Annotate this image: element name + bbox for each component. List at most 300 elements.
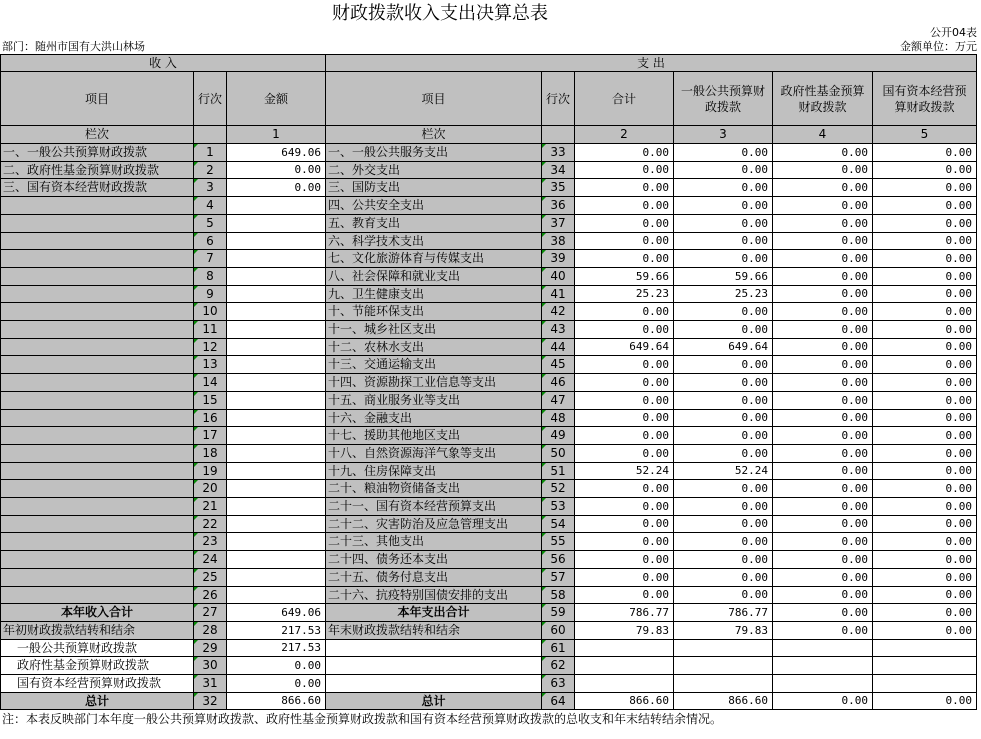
income-amount-cell[interactable]: [227, 427, 326, 445]
income-amount-cell[interactable]: [227, 516, 326, 533]
general-budget-cell[interactable]: 0.00: [674, 250, 773, 268]
expense-column-label[interactable]: 栏次: [326, 126, 542, 144]
expense-item-cell[interactable]: 五、教育支出: [326, 215, 542, 233]
fund-budget-cell[interactable]: 0.00: [773, 604, 873, 622]
general-budget-cell[interactable]: 0.00: [674, 445, 773, 463]
income-amount-cell[interactable]: [227, 286, 326, 303]
expense-row-no-cell[interactable]: [542, 179, 575, 197]
income-item-cell[interactable]: [0, 569, 194, 587]
income-amount-cell[interactable]: 0.00: [227, 657, 326, 675]
total-cell[interactable]: 0.00: [575, 179, 674, 197]
expense-item-cell[interactable]: 四、公共安全支出: [326, 197, 542, 215]
income-item-cell[interactable]: 三、国有资本经营财政拨款: [0, 179, 194, 197]
income-item-cell[interactable]: [0, 551, 194, 569]
expense-item-cell[interactable]: 一、一般公共服务支出: [326, 144, 542, 162]
income-item-cell[interactable]: 一般公共预算财政拨款: [0, 640, 194, 657]
total-cell[interactable]: 0.00: [575, 321, 674, 339]
expense-row-no-cell[interactable]: [542, 498, 575, 516]
total-cell[interactable]: 0.00: [575, 162, 674, 179]
income-item-cell[interactable]: [0, 356, 194, 374]
state-capital-cell[interactable]: 0.00: [873, 144, 977, 162]
fund-budget-cell[interactable]: 0.00: [773, 303, 873, 321]
fund-budget-cell[interactable]: 0.00: [773, 162, 873, 179]
general-budget-cell[interactable]: 0.00: [674, 197, 773, 215]
income-row-no-cell[interactable]: [194, 339, 227, 356]
general-budget-cell[interactable]: 0.00: [674, 516, 773, 533]
state-capital-cell[interactable]: 0.00: [873, 604, 977, 622]
income-item-cell[interactable]: [0, 321, 194, 339]
expense-row-no-cell[interactable]: [542, 516, 575, 533]
total-cell[interactable]: 0.00: [575, 197, 674, 215]
expense-row-no-cell[interactable]: [542, 162, 575, 179]
income-row-no-cell[interactable]: [194, 356, 227, 374]
general-budget-cell[interactable]: 866.60: [674, 693, 773, 710]
fund-budget-cell[interactable]: 0.00: [773, 339, 873, 356]
expense-row-no-cell[interactable]: [542, 587, 575, 604]
income-amount-cell[interactable]: 0.00: [227, 162, 326, 179]
income-amount-cell[interactable]: [227, 463, 326, 480]
column-number-2[interactable]: 2: [575, 126, 674, 144]
income-amount-cell[interactable]: [227, 303, 326, 321]
income-item-cell[interactable]: [0, 197, 194, 215]
total-cell[interactable]: 0.00: [575, 516, 674, 533]
total-cell[interactable]: 25.23: [575, 286, 674, 303]
fund-budget-cell[interactable]: 0.00: [773, 427, 873, 445]
total-cell[interactable]: 0.00: [575, 374, 674, 392]
income-amount-cell[interactable]: 649.06: [227, 144, 326, 162]
expense-row-no-cell[interactable]: [542, 427, 575, 445]
expense-item-cell[interactable]: [326, 640, 542, 657]
income-header[interactable]: 收 入: [0, 54, 326, 72]
total-cell[interactable]: 0.00: [575, 303, 674, 321]
income-item-cell[interactable]: [0, 410, 194, 427]
fund-budget-cell[interactable]: 0.00: [773, 286, 873, 303]
income-row-no-cell[interactable]: [194, 445, 227, 463]
state-capital-header[interactable]: 国有资本经营预算财政拨款: [873, 72, 977, 126]
income-row-no-cell[interactable]: [194, 622, 227, 640]
fund-budget-cell[interactable]: 0.00: [773, 551, 873, 569]
expense-row-no-cell[interactable]: [542, 339, 575, 356]
expense-item-cell[interactable]: 三、国防支出: [326, 179, 542, 197]
state-capital-cell[interactable]: [873, 640, 977, 657]
state-capital-cell[interactable]: 0.00: [873, 303, 977, 321]
fund-budget-cell[interactable]: [773, 675, 873, 693]
fund-budget-cell[interactable]: 0.00: [773, 215, 873, 233]
expense-row-no-cell[interactable]: [542, 480, 575, 498]
income-item-cell[interactable]: [0, 250, 194, 268]
state-capital-cell[interactable]: [873, 657, 977, 675]
expense-row-no-cell[interactable]: [542, 374, 575, 392]
total-cell[interactable]: 0.00: [575, 144, 674, 162]
income-item-cell[interactable]: 本年收入合计: [0, 604, 194, 622]
general-budget-cell[interactable]: 52.24: [674, 463, 773, 480]
fund-budget-cell[interactable]: 0.00: [773, 392, 873, 410]
total-cell[interactable]: 0.00: [575, 250, 674, 268]
expense-item-cell[interactable]: 十七、援助其他地区支出: [326, 427, 542, 445]
total-cell[interactable]: [575, 640, 674, 657]
expense-item-cell[interactable]: 八、社会保障和就业支出: [326, 268, 542, 286]
expense-row-no-cell[interactable]: [542, 569, 575, 587]
general-budget-cell[interactable]: 649.64: [674, 339, 773, 356]
column-label-row-no[interactable]: [194, 126, 227, 144]
income-row-no-cell[interactable]: [194, 657, 227, 675]
expense-row-no-cell[interactable]: [542, 392, 575, 410]
general-budget-cell[interactable]: 0.00: [674, 215, 773, 233]
fund-budget-header[interactable]: 政府性基金预算财政拨款: [773, 72, 873, 126]
fund-budget-cell[interactable]: 0.00: [773, 144, 873, 162]
state-capital-cell[interactable]: 0.00: [873, 286, 977, 303]
fund-budget-cell[interactable]: 0.00: [773, 480, 873, 498]
income-item-cell[interactable]: 国有资本经营预算财政拨款: [0, 675, 194, 693]
total-cell[interactable]: 0.00: [575, 587, 674, 604]
expense-item-cell[interactable]: 本年支出合计: [326, 604, 542, 622]
income-amount-cell[interactable]: [227, 250, 326, 268]
income-amount-header[interactable]: 金额: [227, 72, 326, 126]
expense-header[interactable]: 支 出: [326, 54, 977, 72]
expense-item-cell[interactable]: 六、科学技术支出: [326, 233, 542, 250]
general-budget-cell[interactable]: 0.00: [674, 321, 773, 339]
income-item-cell[interactable]: 政府性基金预算财政拨款: [0, 657, 194, 675]
column-number-3[interactable]: 3: [674, 126, 773, 144]
state-capital-cell[interactable]: 0.00: [873, 215, 977, 233]
state-capital-cell[interactable]: 0.00: [873, 498, 977, 516]
total-cell[interactable]: 0.00: [575, 533, 674, 551]
general-budget-cell[interactable]: [674, 675, 773, 693]
income-row-no-cell[interactable]: [194, 286, 227, 303]
expense-row-no-cell[interactable]: [542, 551, 575, 569]
state-capital-cell[interactable]: 0.00: [873, 533, 977, 551]
income-item-cell[interactable]: [0, 587, 194, 604]
income-item-cell[interactable]: [0, 445, 194, 463]
income-row-no-cell[interactable]: [194, 250, 227, 268]
general-budget-cell[interactable]: 0.00: [674, 533, 773, 551]
income-row-no-cell[interactable]: [194, 392, 227, 410]
expense-row-no-cell[interactable]: [542, 622, 575, 640]
expense-row-no-cell[interactable]: [542, 640, 575, 657]
total-cell[interactable]: 0.00: [575, 445, 674, 463]
total-cell[interactable]: 0.00: [575, 356, 674, 374]
fund-budget-cell[interactable]: 0.00: [773, 250, 873, 268]
expense-column-label-row-no[interactable]: [542, 126, 575, 144]
total-cell[interactable]: 52.24: [575, 463, 674, 480]
income-item-cell[interactable]: [0, 268, 194, 286]
income-row-no-cell[interactable]: [194, 179, 227, 197]
state-capital-cell[interactable]: 0.00: [873, 569, 977, 587]
income-row-no-cell[interactable]: [194, 303, 227, 321]
income-row-no-cell[interactable]: [194, 480, 227, 498]
state-capital-cell[interactable]: 0.00: [873, 374, 977, 392]
total-cell[interactable]: 866.60: [575, 693, 674, 710]
income-amount-cell[interactable]: 0.00: [227, 675, 326, 693]
expense-item-cell[interactable]: 二十六、抗疫特别国债安排的支出: [326, 587, 542, 604]
income-row-no-cell[interactable]: [194, 551, 227, 569]
expense-item-cell[interactable]: 十四、资源勘探工业信息等支出: [326, 374, 542, 392]
income-amount-cell[interactable]: [227, 551, 326, 569]
general-budget-cell[interactable]: 0.00: [674, 392, 773, 410]
expense-item-cell[interactable]: 二十三、其他支出: [326, 533, 542, 551]
income-row-no-cell[interactable]: [194, 215, 227, 233]
expense-row-no-cell[interactable]: [542, 321, 575, 339]
fund-budget-cell[interactable]: 0.00: [773, 622, 873, 640]
fund-budget-cell[interactable]: [773, 657, 873, 675]
total-cell[interactable]: 0.00: [575, 551, 674, 569]
total-cell[interactable]: 0.00: [575, 392, 674, 410]
expense-row-no-cell[interactable]: [542, 233, 575, 250]
income-amount-cell[interactable]: [227, 445, 326, 463]
total-cell[interactable]: 0.00: [575, 215, 674, 233]
state-capital-cell[interactable]: 0.00: [873, 197, 977, 215]
fund-budget-cell[interactable]: 0.00: [773, 233, 873, 250]
expense-item-cell[interactable]: 九、卫生健康支出: [326, 286, 542, 303]
expense-item-cell[interactable]: 十五、商业服务业等支出: [326, 392, 542, 410]
state-capital-cell[interactable]: 0.00: [873, 551, 977, 569]
expense-item-cell[interactable]: 总计: [326, 693, 542, 710]
state-capital-cell[interactable]: 0.00: [873, 321, 977, 339]
expense-item-cell[interactable]: 二、外交支出: [326, 162, 542, 179]
column-number-4[interactable]: 4: [773, 126, 873, 144]
total-cell[interactable]: 0.00: [575, 498, 674, 516]
income-item-cell[interactable]: [0, 286, 194, 303]
expense-item-cell[interactable]: 十九、住房保障支出: [326, 463, 542, 480]
income-item-cell[interactable]: [0, 427, 194, 445]
expense-row-no-cell[interactable]: [542, 144, 575, 162]
general-budget-cell[interactable]: 0.00: [674, 303, 773, 321]
fund-budget-cell[interactable]: 0.00: [773, 268, 873, 286]
total-cell[interactable]: 0.00: [575, 410, 674, 427]
income-row-no-cell[interactable]: [194, 427, 227, 445]
state-capital-cell[interactable]: 0.00: [873, 268, 977, 286]
state-capital-cell[interactable]: 0.00: [873, 622, 977, 640]
expense-row-no-cell[interactable]: [542, 463, 575, 480]
general-budget-cell[interactable]: 0.00: [674, 356, 773, 374]
total-cell[interactable]: 0.00: [575, 569, 674, 587]
income-item-cell[interactable]: [0, 233, 194, 250]
fund-budget-cell[interactable]: 0.00: [773, 179, 873, 197]
total-cell[interactable]: 0.00: [575, 480, 674, 498]
expense-row-no-cell[interactable]: [542, 356, 575, 374]
expense-item-cell[interactable]: 十三、交通运输支出: [326, 356, 542, 374]
column-label[interactable]: 栏次: [0, 126, 194, 144]
income-item-cell[interactable]: 二、政府性基金预算财政拨款: [0, 162, 194, 179]
income-row-no-cell[interactable]: [194, 533, 227, 551]
income-row-no-cell[interactable]: [194, 463, 227, 480]
column-number-5[interactable]: 5: [873, 126, 977, 144]
income-item-cell[interactable]: [0, 303, 194, 321]
state-capital-cell[interactable]: 0.00: [873, 463, 977, 480]
state-capital-cell[interactable]: 0.00: [873, 179, 977, 197]
state-capital-cell[interactable]: 0.00: [873, 356, 977, 374]
expense-item-cell[interactable]: 二十四、债务还本支出: [326, 551, 542, 569]
general-budget-cell[interactable]: 0.00: [674, 427, 773, 445]
income-amount-cell[interactable]: [227, 356, 326, 374]
general-budget-cell[interactable]: 0.00: [674, 498, 773, 516]
income-row-no-cell[interactable]: [194, 498, 227, 516]
income-amount-cell[interactable]: [227, 268, 326, 286]
income-amount-cell[interactable]: [227, 410, 326, 427]
income-row-no-cell[interactable]: [194, 321, 227, 339]
expense-item-cell[interactable]: 二十一、国有资本经营预算支出: [326, 498, 542, 516]
income-amount-cell[interactable]: 649.06: [227, 604, 326, 622]
fund-budget-cell[interactable]: 0.00: [773, 693, 873, 710]
income-row-no-cell[interactable]: [194, 640, 227, 657]
general-budget-cell[interactable]: 25.23: [674, 286, 773, 303]
state-capital-cell[interactable]: 0.00: [873, 427, 977, 445]
state-capital-cell[interactable]: 0.00: [873, 233, 977, 250]
income-item-cell[interactable]: 总计: [0, 693, 194, 710]
income-amount-cell[interactable]: [227, 533, 326, 551]
income-amount-cell[interactable]: [227, 374, 326, 392]
income-amount-cell[interactable]: [227, 321, 326, 339]
income-item-cell[interactable]: [0, 533, 194, 551]
expense-row-no-cell[interactable]: [542, 657, 575, 675]
fund-budget-cell[interactable]: 0.00: [773, 197, 873, 215]
income-amount-cell[interactable]: [227, 339, 326, 356]
fund-budget-cell[interactable]: 0.00: [773, 410, 873, 427]
expense-row-no-cell[interactable]: [542, 215, 575, 233]
income-amount-cell[interactable]: 866.60: [227, 693, 326, 710]
expense-item-cell[interactable]: 年末财政拨款结转和结余: [326, 622, 542, 640]
income-item-cell[interactable]: [0, 516, 194, 533]
income-amount-cell[interactable]: 0.00: [227, 179, 326, 197]
income-amount-cell[interactable]: 217.53: [227, 640, 326, 657]
general-budget-cell[interactable]: 0.00: [674, 480, 773, 498]
expense-item-cell[interactable]: 十、节能环保支出: [326, 303, 542, 321]
expense-item-cell[interactable]: 十八、自然资源海洋气象等支出: [326, 445, 542, 463]
total-cell[interactable]: 0.00: [575, 233, 674, 250]
fund-budget-cell[interactable]: 0.00: [773, 463, 873, 480]
income-row-no-cell[interactable]: [194, 374, 227, 392]
expense-item-cell[interactable]: 十六、金融支出: [326, 410, 542, 427]
state-capital-cell[interactable]: 0.00: [873, 516, 977, 533]
income-row-no-cell[interactable]: [194, 516, 227, 533]
income-row-no-cell[interactable]: [194, 693, 227, 710]
expense-item-cell[interactable]: 二十二、灾害防治及应急管理支出: [326, 516, 542, 533]
income-item-header[interactable]: 项目: [0, 72, 194, 126]
fund-budget-cell[interactable]: [773, 640, 873, 657]
expense-row-no-cell[interactable]: [542, 533, 575, 551]
general-budget-cell[interactable]: 79.83: [674, 622, 773, 640]
income-amount-cell[interactable]: [227, 498, 326, 516]
general-budget-cell[interactable]: 0.00: [674, 162, 773, 179]
expense-row-no-cell[interactable]: [542, 268, 575, 286]
income-row-no-cell[interactable]: [194, 587, 227, 604]
expense-row-no-cell[interactable]: [542, 410, 575, 427]
general-budget-cell[interactable]: 59.66: [674, 268, 773, 286]
income-amount-cell[interactable]: 217.53: [227, 622, 326, 640]
total-cell[interactable]: 59.66: [575, 268, 674, 286]
fund-budget-cell[interactable]: 0.00: [773, 569, 873, 587]
state-capital-cell[interactable]: 0.00: [873, 445, 977, 463]
state-capital-cell[interactable]: 0.00: [873, 162, 977, 179]
general-budget-cell[interactable]: 786.77: [674, 604, 773, 622]
total-cell[interactable]: 0.00: [575, 427, 674, 445]
fund-budget-cell[interactable]: 0.00: [773, 587, 873, 604]
total-cell[interactable]: [575, 657, 674, 675]
total-cell[interactable]: 786.77: [575, 604, 674, 622]
state-capital-cell[interactable]: 0.00: [873, 410, 977, 427]
expense-row-no-header[interactable]: 行次: [542, 72, 575, 126]
general-budget-cell[interactable]: [674, 657, 773, 675]
total-cell[interactable]: 649.64: [575, 339, 674, 356]
income-amount-cell[interactable]: [227, 233, 326, 250]
general-budget-cell[interactable]: 0.00: [674, 233, 773, 250]
income-item-cell[interactable]: [0, 463, 194, 480]
general-budget-cell[interactable]: 0.00: [674, 587, 773, 604]
income-item-cell[interactable]: [0, 392, 194, 410]
state-capital-cell[interactable]: 0.00: [873, 693, 977, 710]
income-row-no-cell[interactable]: [194, 144, 227, 162]
income-item-cell[interactable]: [0, 339, 194, 356]
expense-row-no-cell[interactable]: [542, 197, 575, 215]
income-item-cell[interactable]: 年初财政拨款结转和结余: [0, 622, 194, 640]
expense-row-no-cell[interactable]: [542, 250, 575, 268]
state-capital-cell[interactable]: 0.00: [873, 392, 977, 410]
income-amount-cell[interactable]: [227, 197, 326, 215]
fund-budget-cell[interactable]: 0.00: [773, 498, 873, 516]
expense-item-cell[interactable]: 十一、城乡社区支出: [326, 321, 542, 339]
income-item-cell[interactable]: [0, 480, 194, 498]
expense-item-header[interactable]: 项目: [326, 72, 542, 126]
income-amount-cell[interactable]: [227, 480, 326, 498]
state-capital-cell[interactable]: 0.00: [873, 250, 977, 268]
fund-budget-cell[interactable]: 0.00: [773, 321, 873, 339]
expense-row-no-cell[interactable]: [542, 286, 575, 303]
income-row-no-cell[interactable]: [194, 162, 227, 179]
general-budget-cell[interactable]: 0.00: [674, 374, 773, 392]
income-amount-cell[interactable]: [227, 587, 326, 604]
income-row-no-cell[interactable]: [194, 569, 227, 587]
general-budget-cell[interactable]: 0.00: [674, 569, 773, 587]
expense-row-no-cell[interactable]: [542, 693, 575, 710]
fund-budget-cell[interactable]: 0.00: [773, 516, 873, 533]
income-item-cell[interactable]: [0, 374, 194, 392]
income-amount-cell[interactable]: [227, 392, 326, 410]
general-budget-cell[interactable]: 0.00: [674, 551, 773, 569]
state-capital-cell[interactable]: [873, 675, 977, 693]
fund-budget-cell[interactable]: 0.00: [773, 356, 873, 374]
expense-row-no-cell[interactable]: [542, 445, 575, 463]
expense-item-cell[interactable]: [326, 657, 542, 675]
income-row-no-cell[interactable]: [194, 410, 227, 427]
expense-row-no-cell[interactable]: [542, 303, 575, 321]
income-item-cell[interactable]: 一、一般公共预算财政拨款: [0, 144, 194, 162]
income-item-cell[interactable]: [0, 215, 194, 233]
income-row-no-cell[interactable]: [194, 675, 227, 693]
general-budget-cell[interactable]: 0.00: [674, 179, 773, 197]
income-row-no-cell[interactable]: [194, 268, 227, 286]
income-amount-cell[interactable]: [227, 569, 326, 587]
column-number-1[interactable]: 1: [227, 126, 326, 144]
expense-item-cell[interactable]: 十二、农林水支出: [326, 339, 542, 356]
income-row-no-cell[interactable]: [194, 604, 227, 622]
expense-item-cell[interactable]: [326, 675, 542, 693]
expense-row-no-cell[interactable]: [542, 675, 575, 693]
total-cell[interactable]: [575, 675, 674, 693]
income-amount-cell[interactable]: [227, 215, 326, 233]
state-capital-cell[interactable]: 0.00: [873, 480, 977, 498]
state-capital-cell[interactable]: 0.00: [873, 587, 977, 604]
income-row-no-header[interactable]: 行次: [194, 72, 227, 126]
income-row-no-cell[interactable]: [194, 233, 227, 250]
fund-budget-cell[interactable]: 0.00: [773, 374, 873, 392]
state-capital-cell[interactable]: 0.00: [873, 339, 977, 356]
general-budget-cell[interactable]: [674, 640, 773, 657]
expense-item-cell[interactable]: 七、文化旅游体育与传媒支出: [326, 250, 542, 268]
expense-item-cell[interactable]: 二十五、债务付息支出: [326, 569, 542, 587]
fund-budget-cell[interactable]: 0.00: [773, 445, 873, 463]
expense-item-cell[interactable]: 二十、粮油物资储备支出: [326, 480, 542, 498]
expense-row-no-cell[interactable]: [542, 604, 575, 622]
